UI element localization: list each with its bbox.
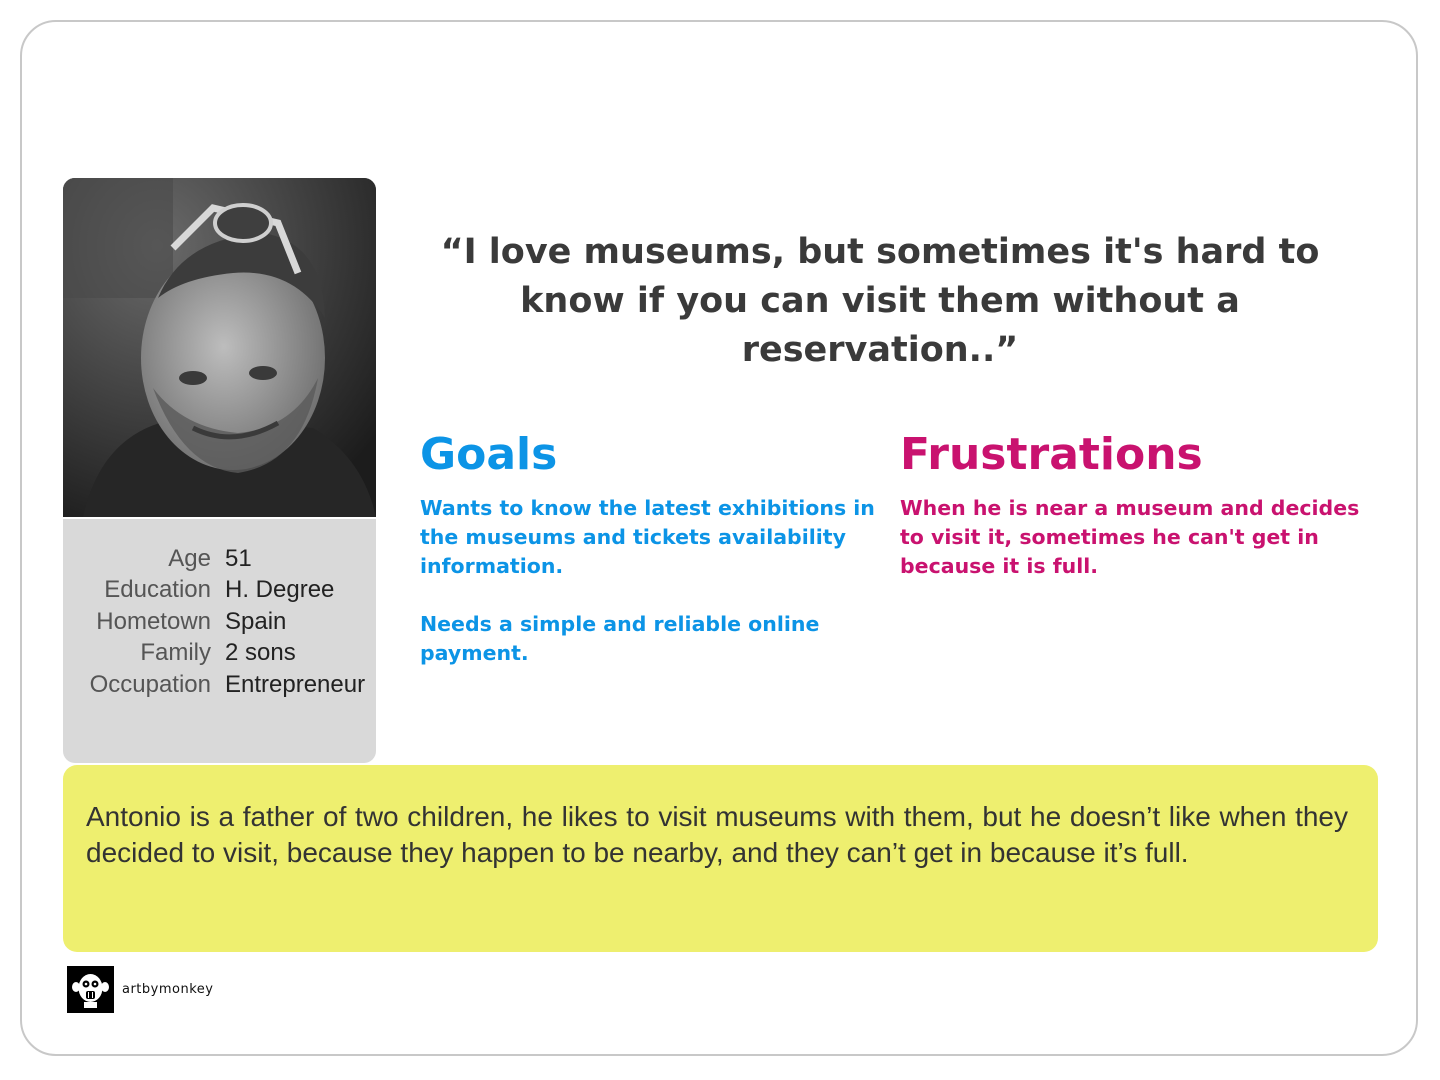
info-label: Hometown [96,607,211,635]
frustration-item: When he is near a museum and decides to visit it, sometimes he can't get in because it is full. [900,496,1360,578]
info-row-hometown [63,606,376,638]
info-row-family [63,638,376,670]
goals-title: Goals [420,429,558,480]
info-label: Family [140,639,211,667]
info-label: Age [168,544,211,572]
info-value: Entrepreneur [225,670,366,698]
persona-info-box [63,519,376,763]
info-value: H. Degree [225,576,335,604]
frustrations-list [900,494,1360,610]
info-row-age [63,543,376,575]
brand-name: artbymonkey [122,982,214,997]
persona-photo [63,178,376,517]
monkey-logo-icon [67,966,114,1013]
goals-list [420,494,875,697]
info-value: 2 sons [225,639,296,667]
info-value: 51 [225,544,252,572]
info-row-education [63,575,376,607]
brand [67,966,213,1013]
info-label: Education [104,576,211,604]
persona-quote: “I love museums, but sometimes it's hard to know if you can visit them without a reservation..” [440,232,1320,370]
frustrations-title: Frustrations [900,429,1203,480]
goal-item: Needs a simple and reliable online payment. [420,612,820,665]
bio-text: Antonio is a father of two children, he likes to visit museums with them, but he doesn’t like when they decided to visit, because they happen to be nearby, and they can’t get in because it’s full. [86,801,1348,868]
info-row-occupation [63,669,376,701]
persona-bio [63,765,1378,952]
info-value: Spain [225,607,287,635]
info-label: Occupation [89,670,211,698]
goal-item: Wants to know the latest exhibitions in the museums and tickets availability information. [420,496,875,578]
